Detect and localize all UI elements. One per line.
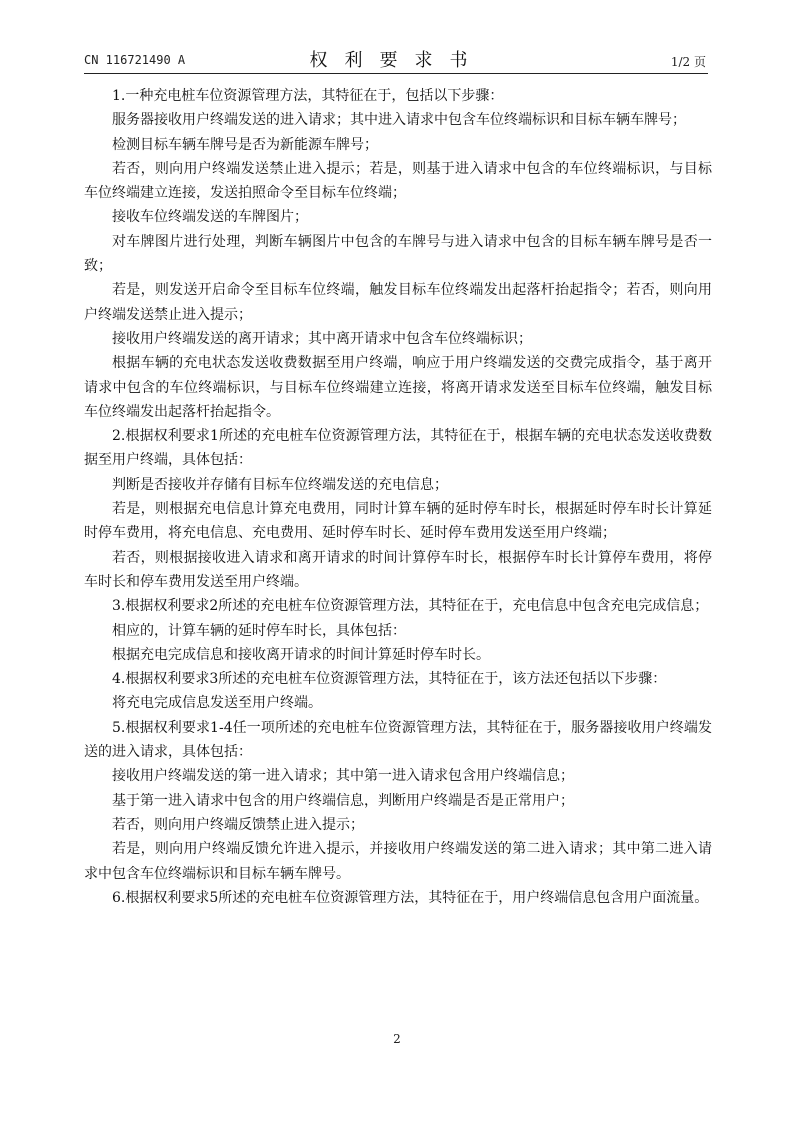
claim-paragraph: 根据车辆的充电状态发送收费数据至用户终端，响应于用户终端发送的交费完成指令，基于离开请求中包含的车位终端标识，与目标车位终端建立连接，将离开请求发送至目标车位终端，触发目标车位终端发出起落杆抬起指令。 <box>84 355 712 420</box>
claim-paragraph: 将充电完成信息发送至用户终端。 <box>112 695 322 712</box>
claim-paragraph: 检测目标车辆车牌号是否为新能源车牌号； <box>112 136 378 153</box>
claim-paragraph: 基于第一进入请求中包含的用户终端信息，判断用户终端是否是正常用户； <box>112 792 574 809</box>
claim-paragraph: 2.根据权利要求1所述的充电桩车位资源管理方法，其特征在于，根据车辆的充电状态发送收费数据至用户终端，具体包括： <box>84 428 712 469</box>
publication-number: CN 116721490 A <box>84 53 186 67</box>
claim-paragraph: 6.根据权利要求5所述的充电桩车位资源管理方法，其特征在于，用户终端信息包含用户面流量。 <box>112 889 709 906</box>
page-number: 2 <box>393 1032 401 1046</box>
claim-paragraph: 服务器接收用户终端发送的进入请求；其中进入请求中包含车位终端标识和目标车辆车牌号； <box>112 112 686 129</box>
claim-paragraph: 相应的，计算车辆的延时停车时长，具体包括： <box>112 622 406 639</box>
page-indicator: 1/2 页 <box>670 55 706 69</box>
claim-paragraph: 3.根据权利要求2所述的充电桩车位资源管理方法，其特征在于，充电信息中包含充电完成信息； <box>112 598 709 615</box>
claim-paragraph: 若是，则发送开启命令至目标车位终端，触发目标车位终端发出起落杆抬起指令；若否，则向用户终端发送禁止进入提示； <box>84 282 712 323</box>
header-divider <box>84 73 708 74</box>
claim-paragraph: 4.根据权利要求3所述的充电桩车位资源管理方法，其特征在于，该方法还包括以下步骤： <box>112 671 667 688</box>
document-title: 权利要求书 <box>309 50 485 71</box>
claim-paragraph: 若是，则根据充电信息计算充电费用，同时计算车辆的延时停车时长，根据延时停车时长计算延时停车费用，将充电信息、充电费用、延时停车时长、延时停车费用发送至用户终端； <box>84 501 712 542</box>
claim-paragraph: 接收车位终端发送的车牌图片； <box>112 209 308 226</box>
claims-body <box>84 84 712 910</box>
claim-paragraph: 5.根据权利要求1-4任一项所述的充电桩车位资源管理方法，其特征在于，服务器接收用户终端发送的进入请求，具体包括： <box>84 719 712 761</box>
claim-paragraph: 根据充电完成信息和接收离开请求的时间计算延时停车时长。 <box>112 646 490 663</box>
claim-paragraph: 接收用户终端发送的第一进入请求；其中第一进入请求包含用户终端信息； <box>112 768 574 785</box>
claim-paragraph: 若否，则向用户终端发送禁止进入提示；若是，则基于进入请求中包含的车位终端标识，与目标车位终端建立连接，发送拍照命令至目标车位终端； <box>84 160 712 202</box>
claim-paragraph: 若是，则向用户终端反馈允许进入提示，并接收用户终端发送的第二进入请求；其中第二进入请求中包含车位终端标识和目标车辆车牌号。 <box>84 841 712 882</box>
claim-paragraph: 若否，则根据接收进入请求和离开请求的时间计算停车时长，根据停车时长计算停车费用，将停车时长和停车费用发送至用户终端。 <box>84 549 712 590</box>
claim-paragraph: 判断是否接收并存储有目标车位终端发送的充电信息； <box>112 476 448 493</box>
claim-paragraph: 1.一种充电桩车位资源管理方法，其特征在于，包括以下步骤： <box>112 88 504 104</box>
claim-paragraph: 若否，则向用户终端反馈禁止进入提示； <box>112 816 364 833</box>
claim-paragraph: 对车牌图片进行处理，判断车辆图片中包含的车牌号与进入请求中包含的目标车辆车牌号是否一致； <box>84 233 712 275</box>
claim-paragraph: 接收用户终端发送的离开请求；其中离开请求中包含车位终端标识； <box>112 330 532 347</box>
